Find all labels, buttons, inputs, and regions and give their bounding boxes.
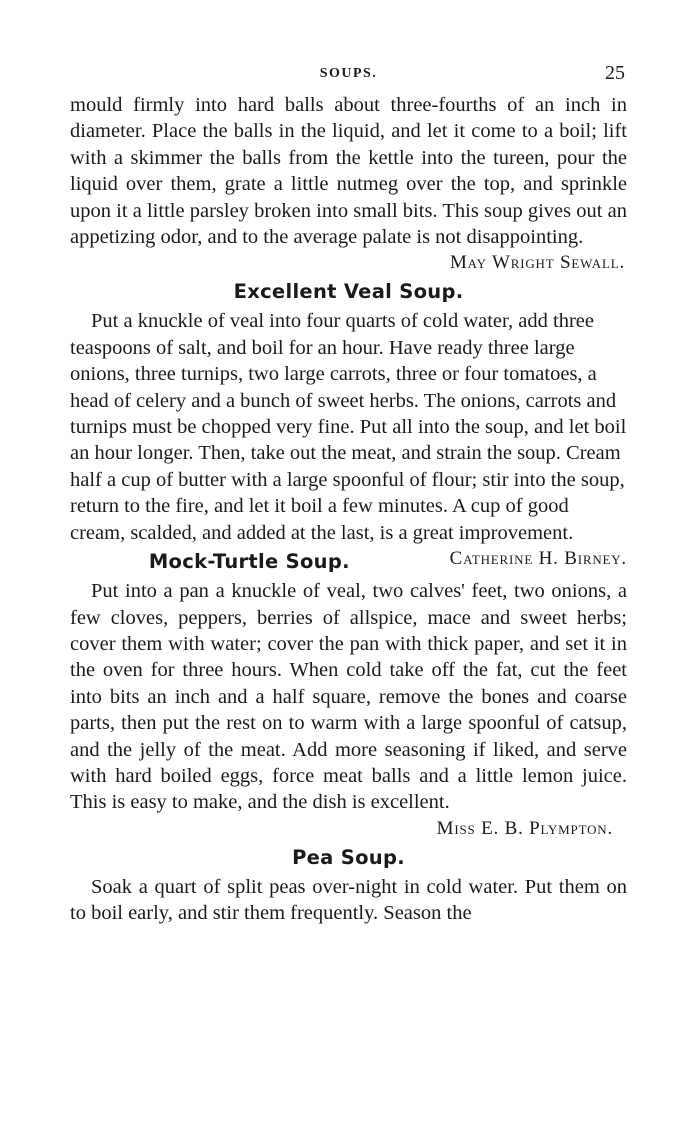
recipe-title: Mock-Turtle Soup. (148, 550, 350, 574)
recipe-text: Put into a pan a knuckle of veal, two calves' feet, two onions, a few cloves, peppers, berries of allspice, mace and sweet herbs; cover them with water; cover the pan with thick paper, and set it in the oven for three hours. When cold take off the fat, cut the feet into bits an inch and a half square, remove the bones and coarse parts, then put the rest on to warm with a large spoonful of catsup, and the jelly of the meat. Add more seasoning if liked, and serve with hard boiled eggs, force meat balls and a little lemon juice. This is easy to make, and the dish is excellent. (70, 580, 627, 814)
running-header (70, 58, 627, 92)
recipe-signature: Catherine H. Birney. (449, 548, 627, 570)
recipe-signature: Miss E. B. Plympton. (436, 817, 613, 839)
recipe-text: Soak a quart of split peas over-night in cold water. Put them on to boil early, and stir them frequently. Season the (70, 875, 627, 925)
recipe-body: Put a knuckle of veal into four quarts of cold water, add three teaspoons of salt, and boil for an hour. Have ready three large onions, three turnips, two large carrots, three or four tomatoes, a head of celery and a bunch of sweet herbs. The onions, carrots and turnips must be chopped very fine. Put all into the soup, and let boil an hour longer. Then, take out the meat, and strain the soup. Cream half a cup of butter with a large spoonful of flour; stir into the soup, return to the fire, and let it boil a few minutes. A cup of good cream, scalded, and added at the last, is a great improvement. (70, 310, 627, 544)
recipe-title: Pea Soup. (292, 845, 405, 869)
running-title: SOUPS. (319, 66, 378, 81)
recipe-signature: May Wright Sewall. (449, 252, 625, 274)
book-page (70, 58, 627, 927)
continued-recipe-text: mould firmly into hard balls about three-fourths of an inch in diameter. Place the balls in the liquid, and let it come to a boil; lift with a skimmer the balls from the kettle into the tureen, pour the liquid over them, grate a little nutmeg over the top, and sprinkle upon it a little parsley broken into small bits. This soup gives out an appetizing odor, and to the average palate is not disappointing. (70, 94, 627, 249)
recipe-title: Excellent Veal Soup. (233, 280, 464, 304)
page-number: 25 (605, 62, 625, 84)
